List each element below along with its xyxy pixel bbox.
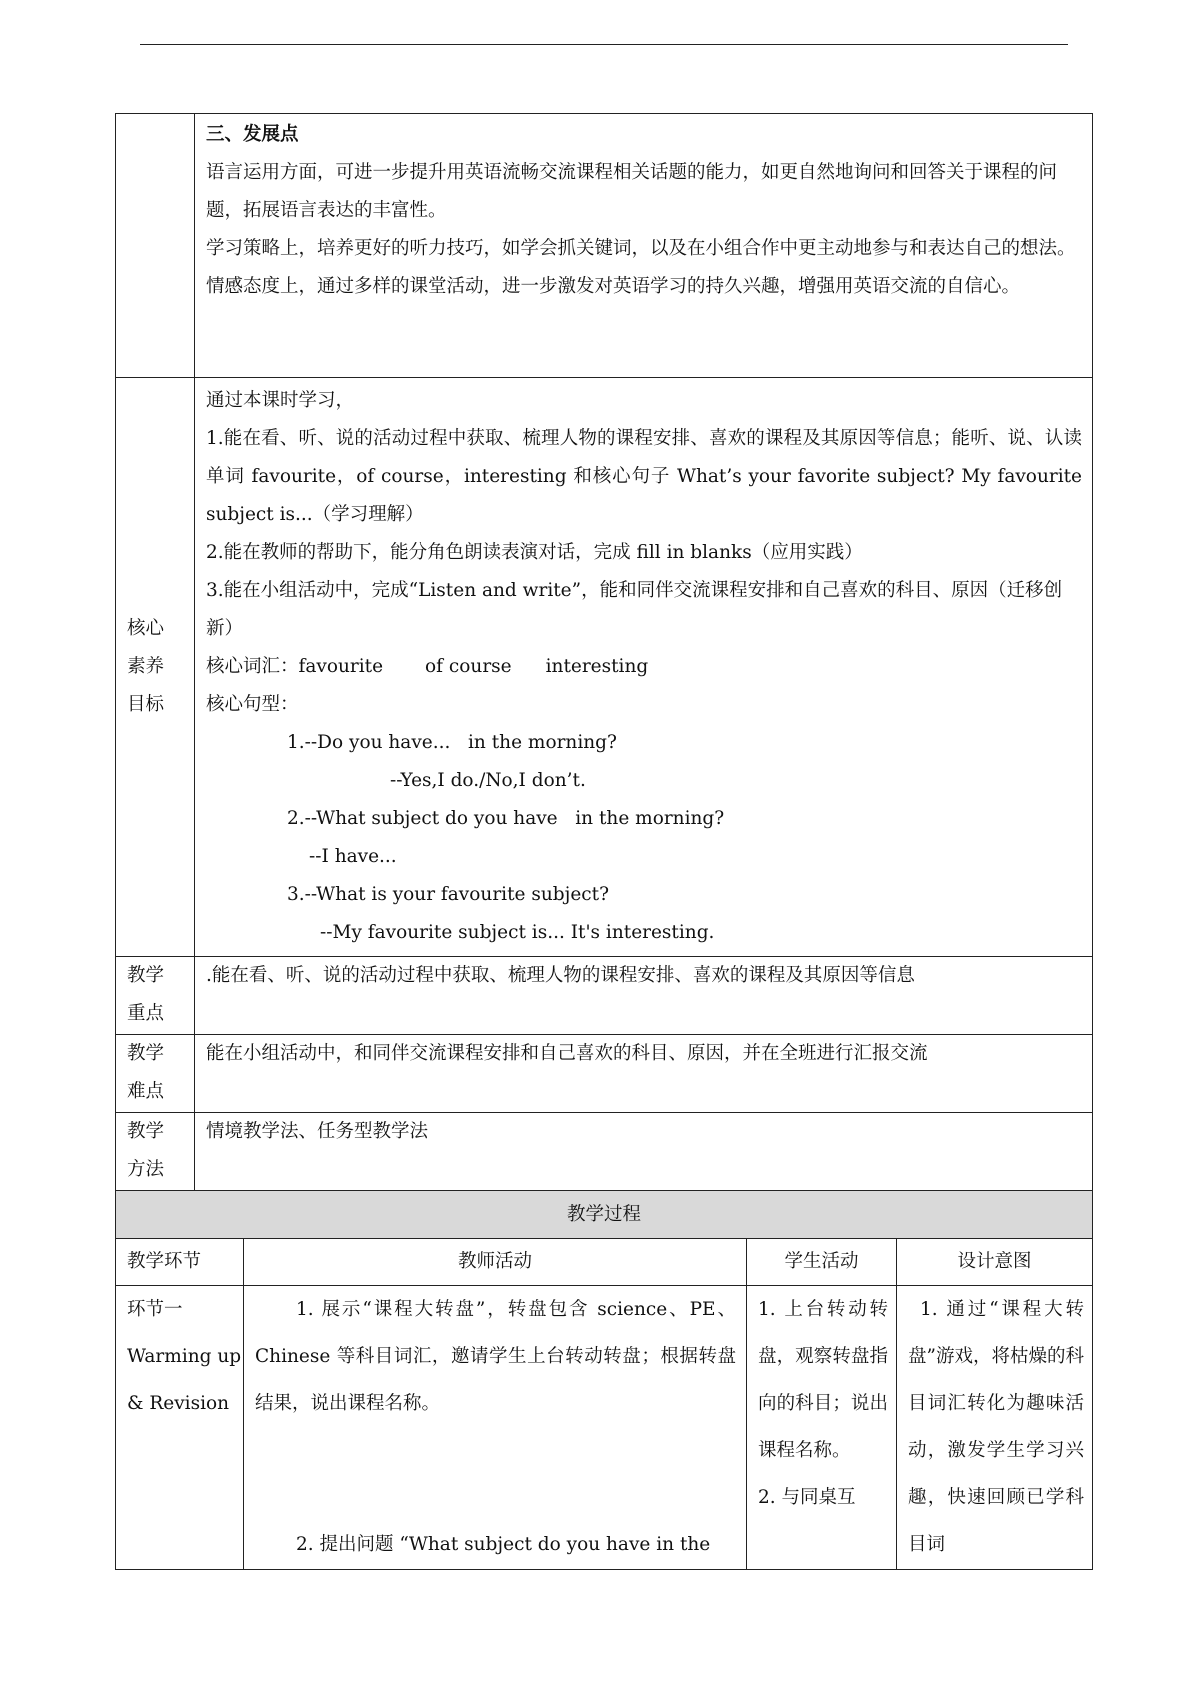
difficulty-cell: [195, 1035, 1093, 1113]
process-header-stage: 教学环节: [116, 1239, 244, 1286]
header-rule: [140, 44, 1068, 45]
development-paragraph: 语言运用方面，可进一步提升用英语流畅交流课程相关话题的能力，如更自然地询问和回答关于课程的问题，拓展语言表达的丰富性。: [206, 162, 1058, 221]
difficulty-label-line: 教学: [127, 1043, 165, 1064]
process-row: [116, 1286, 1093, 1570]
core-goal-3: 3.能在小组活动中，完成“Listen and write”，能和同伴交流课程安排和自己喜欢的科目、原因（迁移创新）: [206, 580, 1063, 639]
process-header-intent: 设计意图: [897, 1239, 1093, 1286]
core-sentence: --My favourite subject is... It's interesting.: [320, 922, 715, 943]
core-sentence: 3.--What is your favourite subject?: [287, 884, 609, 905]
difficulty-label: [116, 1035, 195, 1113]
teacher-activity-2: 2. 提出问题 “What subject do you have in the: [296, 1534, 711, 1555]
teacher-activity-1: 1. 展示“课程大转盘”，转盘包含 science、PE、Chinese 等科目词汇，邀请学生上台转动转盘；根据转盘结果，说出课程名称。: [255, 1299, 736, 1414]
core-vocab-label: 核心词汇：: [206, 656, 299, 677]
core-sentence: --Yes,I do./No,I don’t.: [390, 770, 586, 791]
core-goals-row: [116, 378, 1093, 957]
key-point-label-line: 重点: [127, 1003, 165, 1024]
process-title-row: [116, 1191, 1093, 1239]
process-title: 教学过程: [116, 1191, 1093, 1239]
stage-line: 环节一: [127, 1299, 183, 1320]
development-cell: [195, 114, 1093, 378]
method-text: 情境教学法、任务型教学法: [206, 1121, 429, 1142]
core-goals-label: [116, 378, 195, 957]
teacher-activity-cell: [244, 1286, 747, 1570]
stage-line: Warming up: [127, 1346, 242, 1367]
method-cell: [195, 1113, 1093, 1191]
core-goal-1: 1.能在看、听、说的活动过程中获取、梳理人物的课程安排、喜欢的课程及其原因等信息；能听、说、认读单词 favourite，of course，interesting 和核心句子 What’s your favorite subject? My favourite subject is...（学习理解）: [206, 428, 1083, 525]
student-activity-cell: [747, 1286, 897, 1570]
process-header-row: [116, 1239, 1093, 1286]
core-goal-2: 2.能在教师的帮助下，能分角色朗读表演对话，完成 fill in blanks（应用实践）: [206, 542, 863, 563]
core-goals-cell: [195, 378, 1093, 957]
core-vocab-word: interesting: [545, 656, 649, 677]
core-vocab-word: favourite: [298, 656, 384, 677]
method-row: [116, 1113, 1093, 1191]
development-heading: 三、发展点: [206, 124, 299, 145]
development-paragraph: 学习策略上，培养更好的听力技巧，如学会抓关键词，以及在小组合作中更主动地参与和表达自己的想法。: [206, 238, 1076, 259]
development-row: [116, 114, 1093, 378]
core-sentence: --I have...: [309, 846, 397, 867]
core-sentence: 2.--What subject do you have in the morning?: [287, 808, 725, 829]
student-activity-2: 2. 与同桌互: [758, 1487, 856, 1508]
core-vocab-word: of course: [425, 656, 512, 677]
process-header-teacher: 教师活动: [244, 1239, 747, 1286]
process-header-student: 学生活动: [747, 1239, 897, 1286]
core-intro: 通过本课时学习，: [206, 390, 355, 411]
key-point-label-line: 教学: [127, 965, 165, 986]
core-label-line: 素养: [127, 656, 165, 677]
difficulty-label-line: 难点: [127, 1081, 165, 1102]
core-vocab-line: [206, 648, 1082, 686]
difficulty-row: [116, 1035, 1093, 1113]
method-label-line: 方法: [127, 1159, 165, 1180]
development-label-cell: [116, 114, 195, 378]
development-paragraph: 情感态度上，通过多样的课堂活动，进一步激发对英语学习的持久兴趣，增强用英语交流的自信心。: [206, 276, 1021, 297]
stage-cell: [116, 1286, 244, 1570]
design-intent-cell: [897, 1286, 1093, 1570]
design-intent-1: 1. 通过“课程大转盘”游戏，将枯燥的科目词汇转化为趣味活动，激发学生学习兴趣，快速回顾已学科目词: [908, 1299, 1085, 1555]
core-label-line: 目标: [127, 694, 165, 715]
core-sentence: 1.--Do you have... in the morning?: [287, 732, 617, 753]
key-point-row: [116, 957, 1093, 1035]
core-label-line: 核心: [127, 618, 165, 639]
stage-line: & Revision: [127, 1393, 230, 1414]
key-point-cell: [195, 957, 1093, 1035]
lesson-plan-table: [115, 113, 1093, 1570]
student-activity-1: 1. 上台转动转盘，观察转盘指向的科目；说出课程名称。: [758, 1299, 888, 1461]
key-point-label: [116, 957, 195, 1035]
key-point-text: .能在看、听、说的活动过程中获取、梳理人物的课程安排、喜欢的课程及其原因等信息: [206, 965, 915, 986]
method-label-line: 教学: [127, 1121, 165, 1142]
core-sentence-label: 核心句型：: [206, 694, 299, 715]
difficulty-text: 能在小组活动中，和同伴交流课程安排和自己喜欢的科目、原因，并在全班进行汇报交流: [206, 1043, 928, 1064]
method-label: [116, 1113, 195, 1191]
